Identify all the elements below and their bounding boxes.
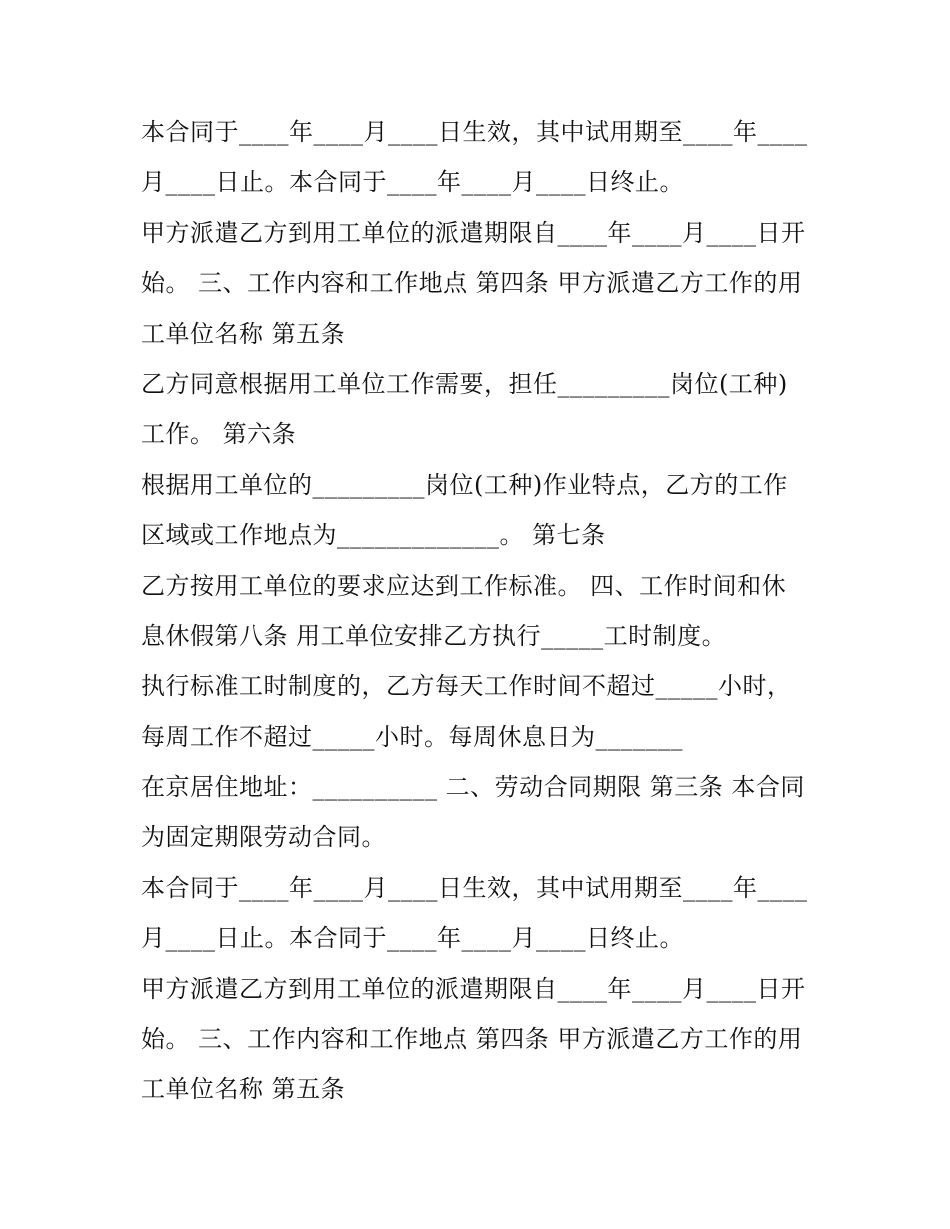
text-line: 甲方派遣乙方到用工单位的派遣期限自____年____月____日开 xyxy=(141,218,806,247)
text-line: 工作。 第六条 xyxy=(141,420,297,449)
text-line: 工单位名称 第五条 xyxy=(141,319,346,348)
text-line: 月____日止。本合同于____年____月____日终止。 xyxy=(141,924,684,953)
contract-text-body xyxy=(141,107,821,1115)
text-line: 本合同于____年____月____日生效，其中试用期至____年____ xyxy=(141,118,808,146)
text-line: 始。 三、工作内容和工作地点 第四条 甲方派遣乙方工作的用 xyxy=(141,269,803,298)
text-line: 根据用工单位的_________岗位(工种)作业特点，乙方的工作 xyxy=(141,470,788,499)
text-line: 乙方按用工单位的要求应达到工作标准。 四、工作时间和休 xyxy=(141,571,787,600)
text-line: 为固定期限劳动合同。 xyxy=(141,823,386,852)
text-line: 甲方派遣乙方到用工单位的派遣期限自____年____月____日开 xyxy=(141,974,806,1003)
text-line: 区域或工作地点为_____________。 第七条 xyxy=(141,521,606,550)
text-line: 息休假第八条 用工单位安排乙方执行_____工时制度。 xyxy=(141,621,727,650)
text-line: 执行标准工时制度的，乙方每天工作时间不超过_____小时， xyxy=(141,672,792,701)
text-line: 每周工作不超过_____小时。每周休息日为_______ xyxy=(141,722,683,751)
text-line: 本合同于____年____月____日生效，其中试用期至____年____ xyxy=(141,873,808,902)
text-line: 月____日止。本合同于____年____月____日终止。 xyxy=(141,168,684,197)
text-line: 始。 三、工作内容和工作地点 第四条 甲方派遣乙方工作的用 xyxy=(141,1025,803,1054)
text-line: 乙方同意根据用工单位工作需要，担任_________岗位(工种) xyxy=(141,369,788,398)
text-line: 在京居住地址：__________ 二、劳动合同期限 第三条 本合同 xyxy=(141,773,805,802)
text-line: 工单位名称 第五条 xyxy=(141,1075,346,1104)
